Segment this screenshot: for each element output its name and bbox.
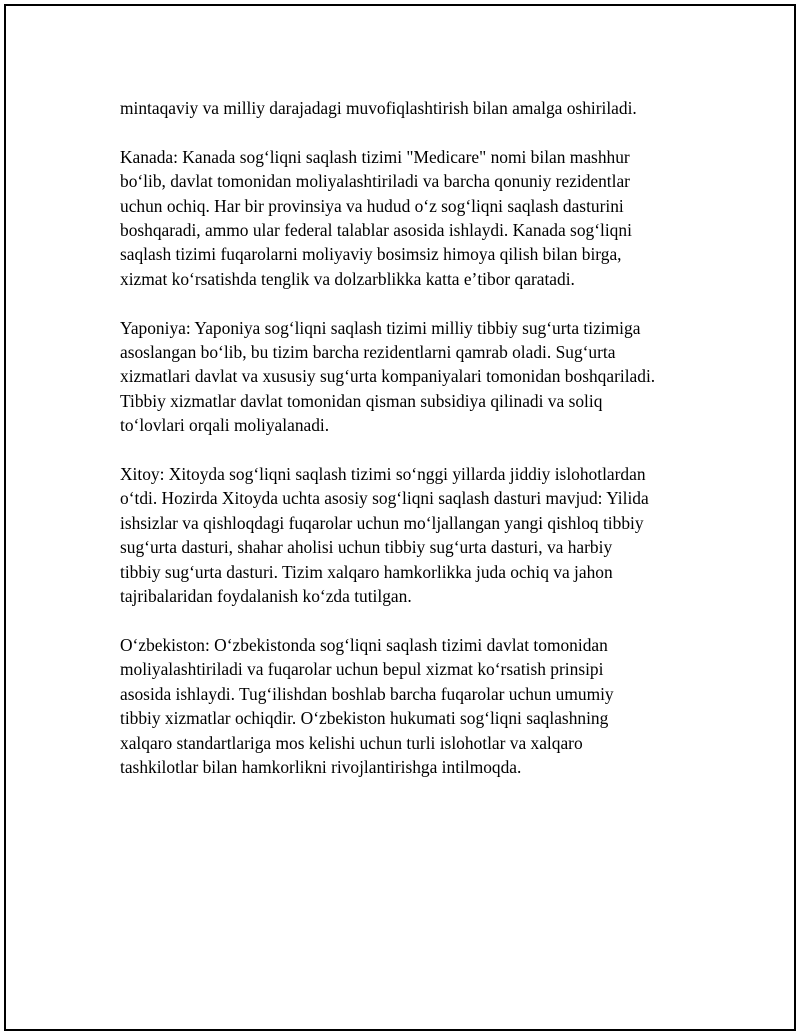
text-line: Kanada: Kanada sogʻliqni saqlash tizimi "Medicare" nomi bilan mashhur [120,146,630,167]
page-frame [4,4,796,1031]
paragraph-intro-continuation [120,96,700,120]
text-line: Oʻzbekiston: Oʻzbekistonda sogʻliqni saqlash tizimi davlat tomonidan [120,634,608,655]
text-line: asosida ishlaydi. Tugʻilishdan boshlab barcha fuqarolar uchun umumiy [120,683,614,704]
text-line: mintaqaviy va milliy darajadagi muvofiqlashtirish bilan amalga oshiriladi. [120,98,637,118]
text-line: Xitoy: Xitoyda sogʻliqni saqlash tizimi soʻnggi yillarda jiddiy islohotlardan [120,464,646,485]
text-line: saqlash tizimi fuqarolarni moliyaviy bosimsiz himoya qilish bilan birga, [120,244,622,265]
text-line: xizmatlari davlat va xususiy sugʻurta kompaniyalari tomonidan boshqariladi. [120,366,656,387]
text-line: tibbiy xizmatlar ochiqdir. Oʻzbekiston hukumati sogʻliqni saqlashning [120,708,609,729]
text-line: xalqaro standartlariga mos kelishi uchun turli islohotlar va xalqaro [120,732,583,753]
text-line: sugʻurta dasturi, shahar aholisi uchun tibbiy sugʻurta dasturi, va harbiy [120,537,613,558]
text-line: ishsizlar va qishloqdagi fuqarolar uchun moʻljallangan yangi qishloq tibbiy [120,512,644,533]
text-line: toʻlovlari orqali moliyalanadi. [120,415,330,436]
text-line: uchun ochiq. Har bir provinsiya va hudud oʻz sogʻliqni saqlash dasturini [120,195,624,216]
text-line: Yaponiya: Yaponiya sogʻliqni saqlash tizimi milliy tibbiy sugʻurta tizimiga [120,317,641,338]
text-line: tibbiy sugʻurta dasturi. Tizim xalqaro hamkorlikka juda ochiq va jahon [120,561,613,582]
text-line: tashkilotlar bilan hamkorlikni rivojlantirishga intilmoqda. [120,756,522,777]
paragraph-japan [120,316,700,438]
text-line: tajribalaridan foydalanish koʻzda tutilgan. [120,586,412,607]
paragraph-uzbekistan [120,633,700,779]
text-line: asoslangan boʻlib, bu tizim barcha rezidentlarni qamrab oladi. Sugʻurta [120,342,616,363]
text-line: moliyalashtiriladi va fuqarolar uchun bepul xizmat koʻrsatish prinsipi [120,659,604,680]
text-line: Tibbiy xizmatlar davlat tomonidan qisman subsidiya qilinadi va soliq [120,390,603,411]
text-line: boʻlib, davlat tomonidan moliyalashtiriladi va barcha qonuniy rezidentlar [120,171,630,192]
paragraph-canada [120,145,700,291]
text-line: boshqaradi, ammo ular federal talablar asosida ishlaydi. Kanada sogʻliqni [120,220,632,241]
document-body [120,96,700,804]
paragraph-china [120,462,700,608]
text-line: xizmat koʻrsatishda tenglik va dolzarblikka katta eʼtibor qaratadi. [120,268,575,289]
text-line: oʻtdi. Hozirda Xitoyda uchta asosiy sogʻliqni saqlash dasturi mavjud: Yilida [120,488,649,509]
